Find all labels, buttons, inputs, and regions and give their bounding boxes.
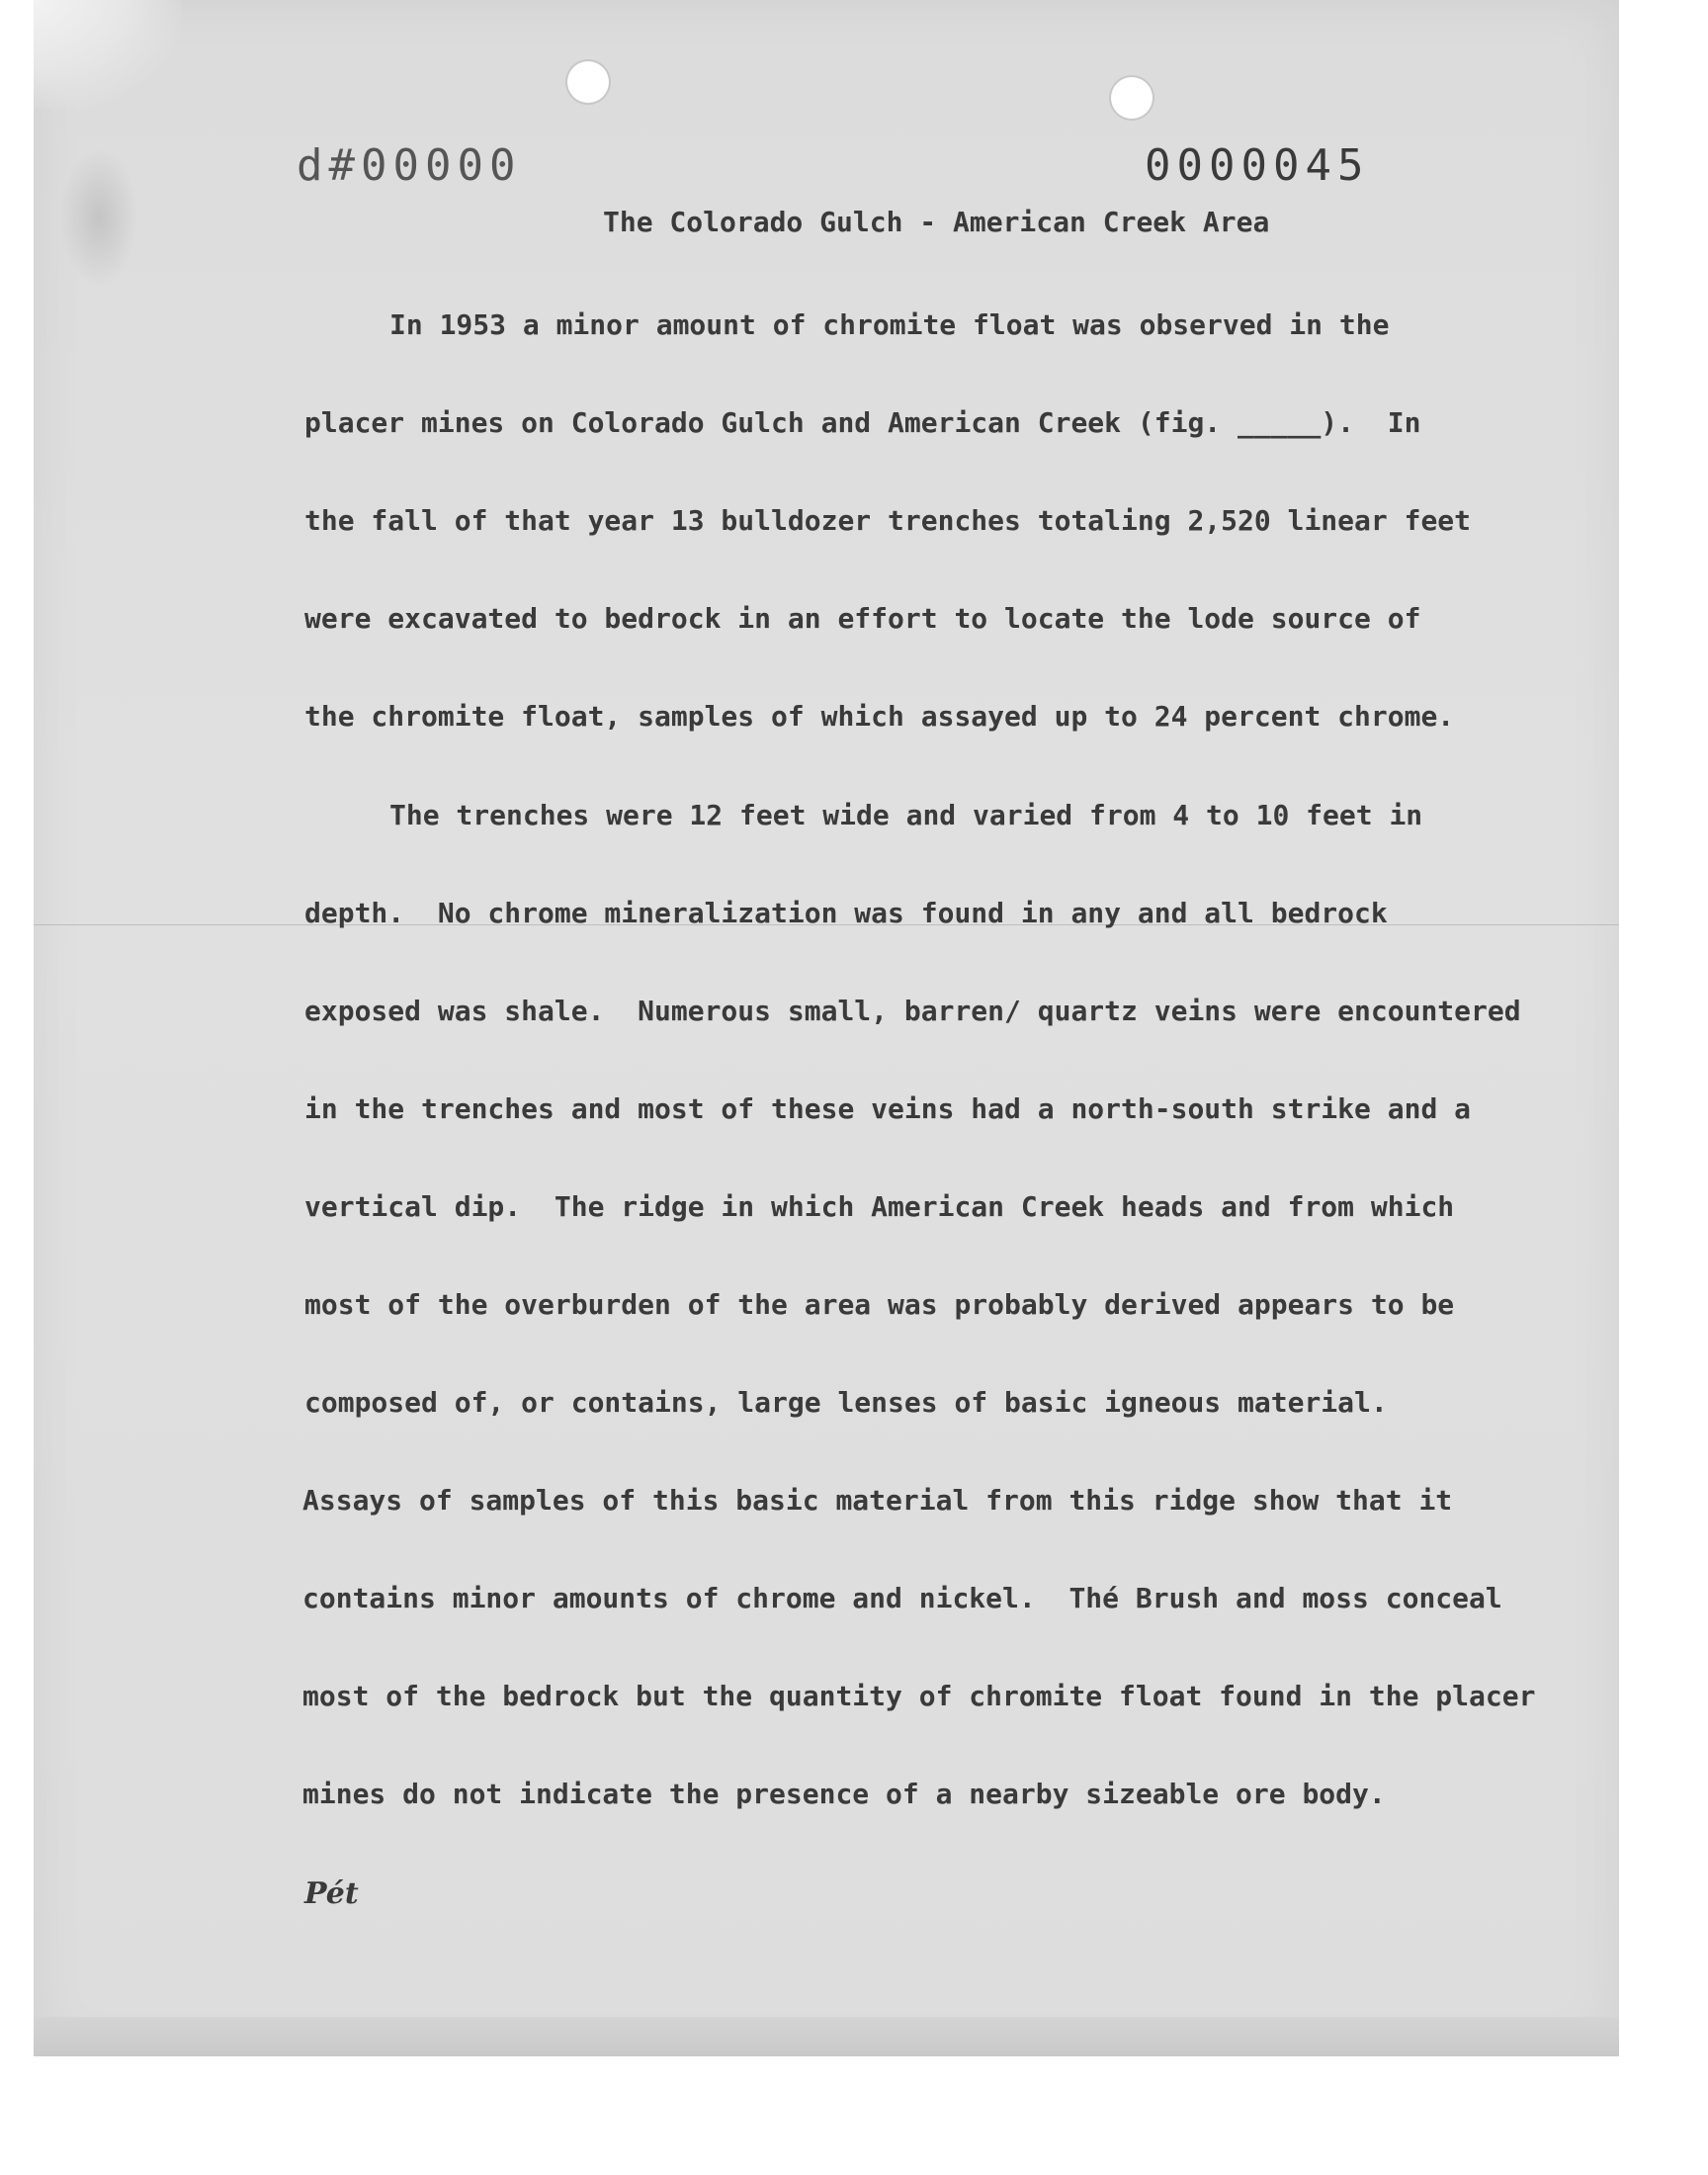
body-line: The trenches were 12 feet wide and varied from 4 to 10 feet in (389, 799, 1423, 831)
body-line: placer mines on Colorado Gulch and American Creek (fig. _____). In (304, 406, 1421, 439)
smudge-mark (59, 148, 138, 287)
body-line: exposed was shale. Numerous small, barren/ quartz veins were encountered (304, 995, 1521, 1027)
punch-hole-left (567, 61, 609, 103)
body-line: mines do not indicate the presence of a nearby sizeable ore body. (302, 1778, 1386, 1810)
body-line: in the trenches and most of these veins had a north-south strike and a (304, 1092, 1472, 1125)
body-line: depth. No chrome mineralization was found in any and all bedrock (304, 897, 1388, 929)
body-line: most of the overburden of the area was probably derived appears to be (304, 1288, 1455, 1321)
document-id-right: 0000045 (1145, 140, 1370, 191)
body-line: contains minor amounts of chrome and nickel. Thé Brush and moss conceal (302, 1582, 1502, 1614)
document-title: The Colorado Gulch - American Creek Area (603, 206, 1270, 238)
body-line: the chromite float, samples of which assayed up to 24 percent chrome. (304, 700, 1455, 733)
body-line: vertical dip. The ridge in which American Creek heads and from which (304, 1190, 1455, 1223)
torn-corner (34, 0, 182, 109)
punch-hole-right (1111, 77, 1153, 119)
bottom-edge-strip (34, 2017, 1619, 2056)
body-line: the fall of that year 13 bulldozer trenches totaling 2,520 linear feet (304, 504, 1472, 537)
body-line: Assays of samples of this basic material from this ridge show that it (302, 1484, 1453, 1517)
document-id-left: d#00000 (297, 140, 522, 191)
body-line: composed of, or contains, large lenses of basic igneous material. (304, 1386, 1388, 1419)
footer-handwritten-mark: Pét (304, 1876, 359, 1911)
body-line: were excavated to bedrock in an effort to locate the lode source of (304, 602, 1421, 635)
body-line: In 1953 a minor amount of chromite float was observed in the (389, 308, 1390, 341)
body-line: most of the bedrock but the quantity of chromite float found in the placer (302, 1680, 1536, 1712)
